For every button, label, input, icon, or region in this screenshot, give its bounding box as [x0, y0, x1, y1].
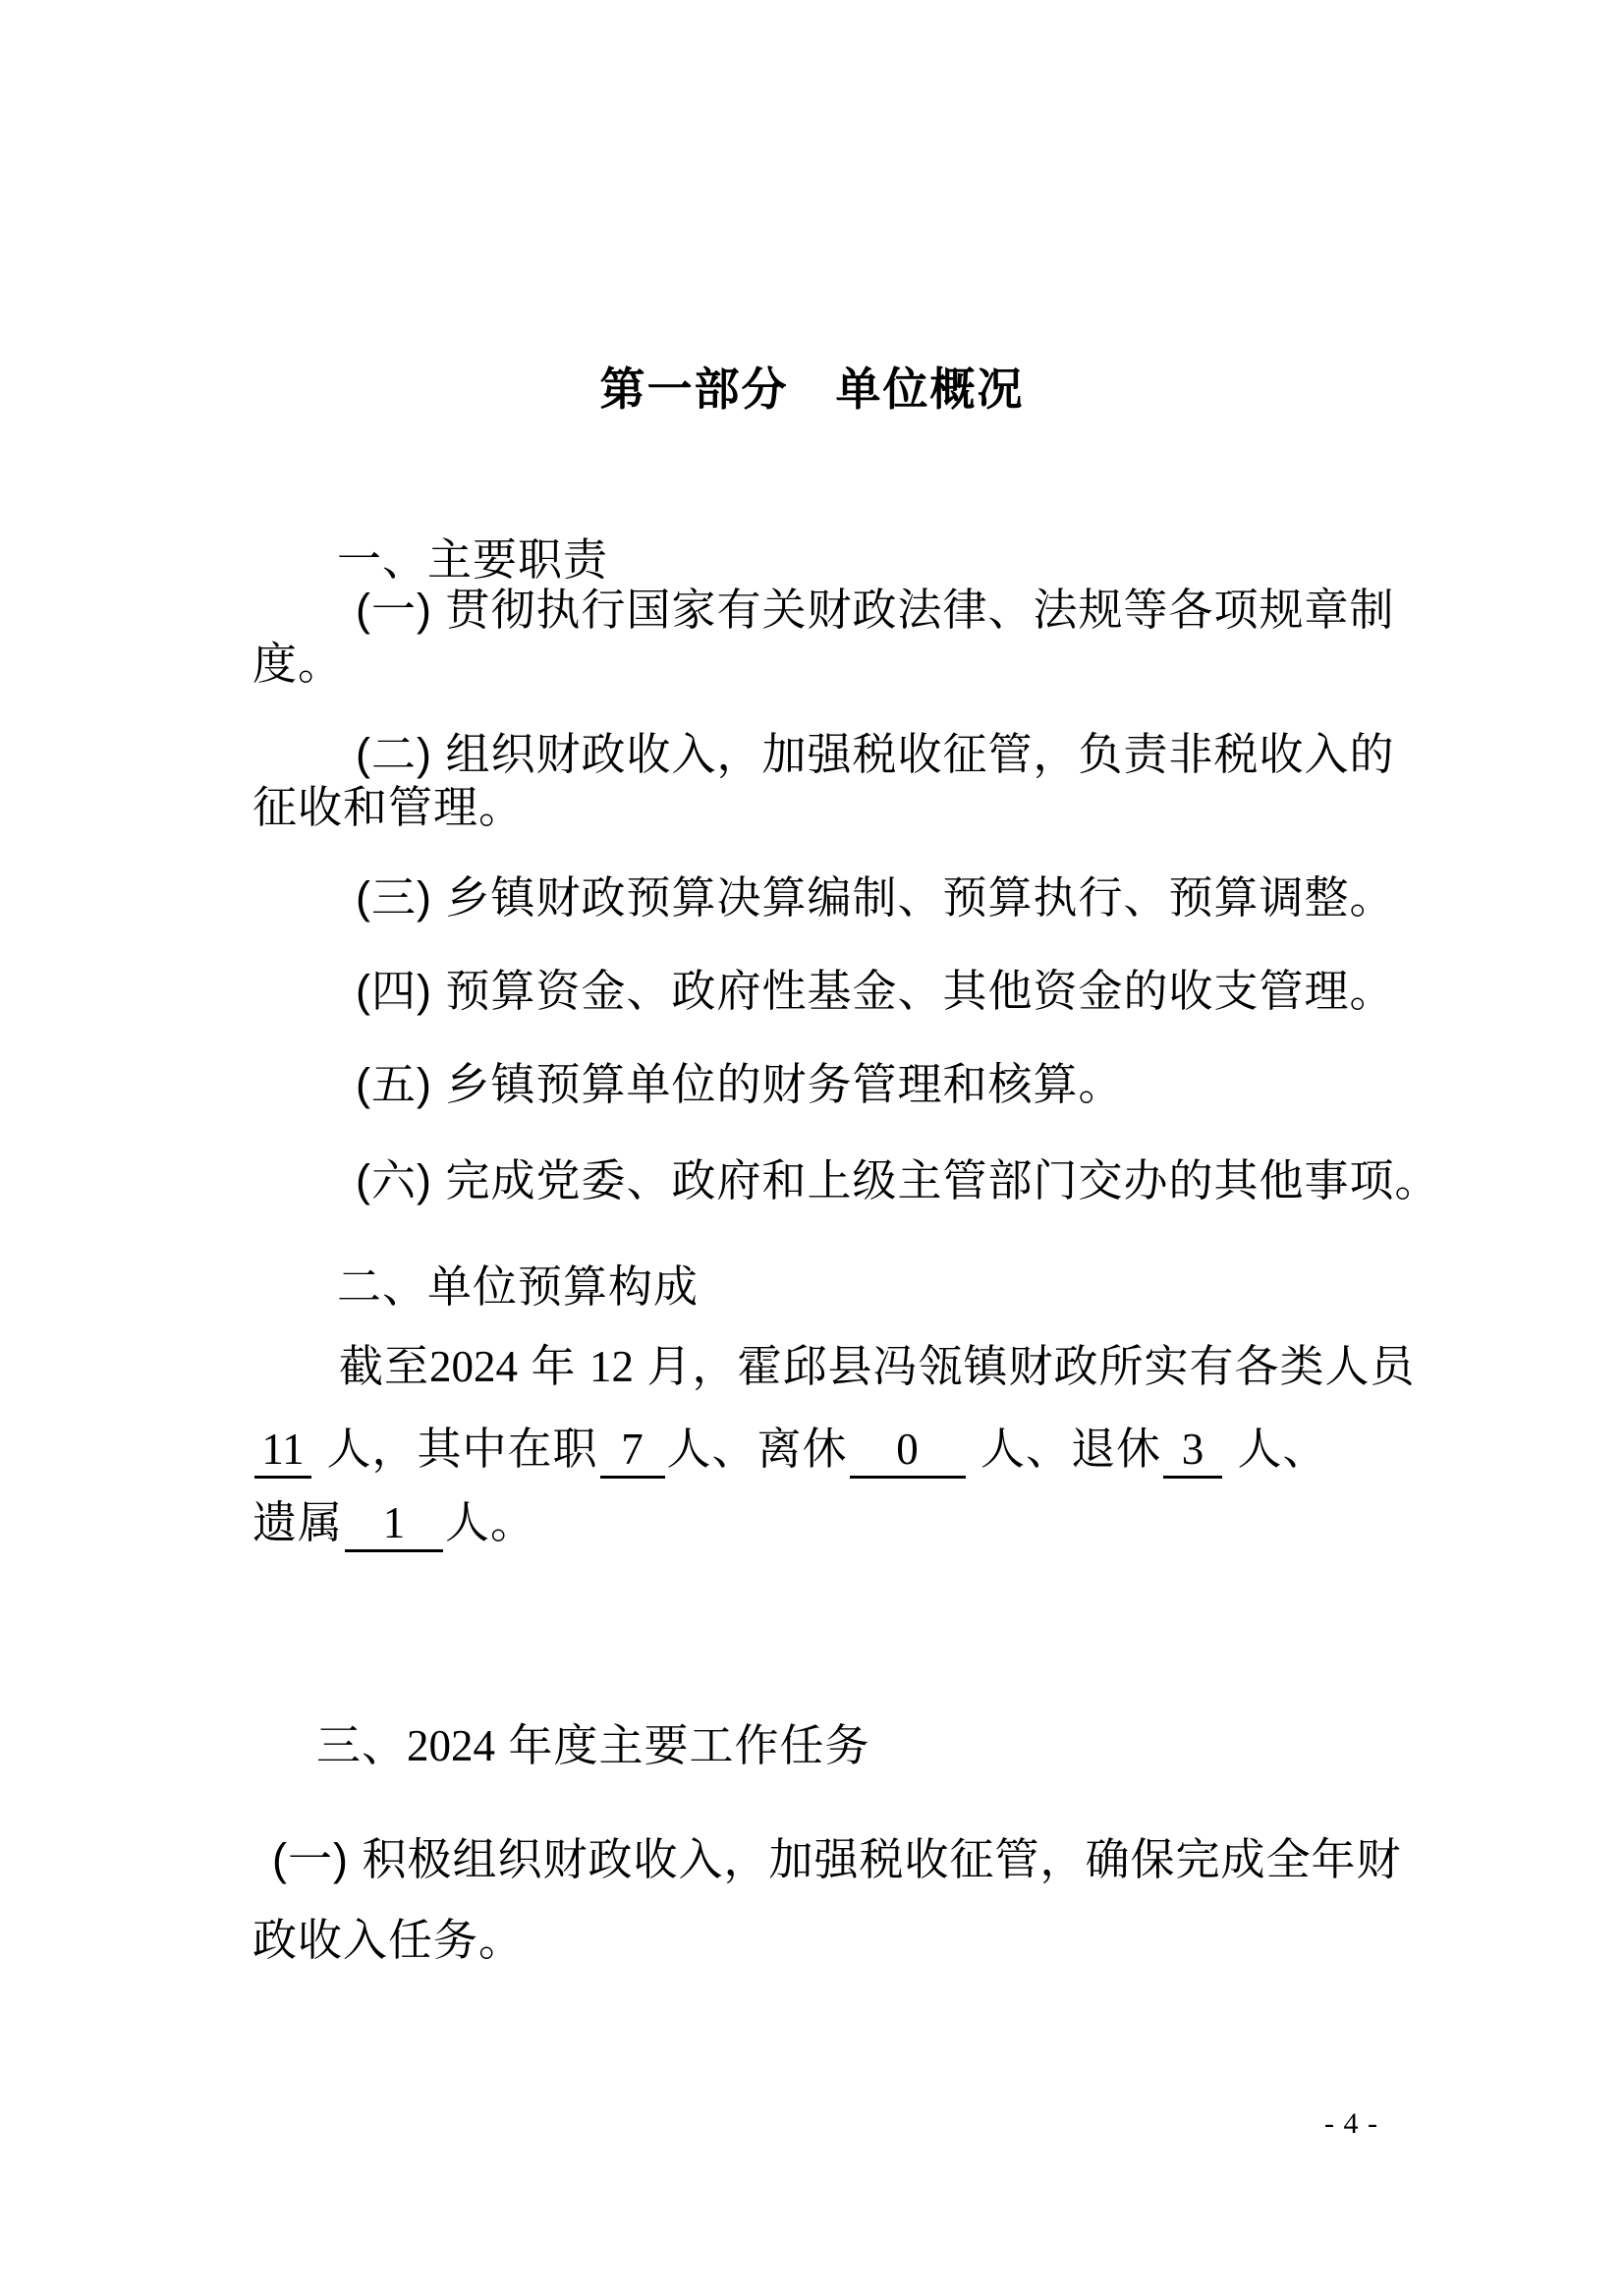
section3-heading-suffix: 年度主要工作任务 [495, 1720, 870, 1770]
staff-line2-seg4: 人、 [1224, 1424, 1328, 1474]
staff-retired-blank: 3 [1163, 1423, 1222, 1479]
staff-active-blank: 7 [600, 1423, 665, 1479]
staff-line2-seg1: 人，其中在职 [313, 1424, 598, 1474]
staff-line1-mid: 年 [518, 1341, 590, 1391]
page-title: 第一部分 单位概况 [599, 364, 1025, 415]
staff-paragraph-line-1 [339, 1340, 1416, 1393]
duty-item-1-line-2: 度。 [252, 639, 344, 689]
section1-heading: 一、主要职责 [337, 534, 609, 585]
section3-heading [316, 1719, 870, 1772]
staff-survivor-blank: 1 [345, 1496, 443, 1552]
staff-month-value: 12 [589, 1342, 635, 1391]
staff-paragraph-line-2 [252, 1423, 1328, 1479]
section3-heading-year: 2024 [407, 1721, 496, 1770]
staff-total-blank: 11 [254, 1423, 311, 1479]
staff-year-value: 2024 [429, 1342, 519, 1391]
task-item-1-line-1: (一) 积极组织财政收入，加强税收征管，确保完成全年财 [272, 1834, 1402, 1884]
staff-line2-seg2: 人、离休 [666, 1424, 848, 1474]
duty-item-6: (六) 完成党委、政府和上级主管部门交办的其他事项。 [356, 1155, 1440, 1205]
duty-item-2-line-2: 征收和管理。 [252, 782, 525, 832]
staff-line1-suffix: 月，霍邱县冯瓴镇财政所实有各类人员 [634, 1341, 1416, 1391]
staff-line3-seg1: 遗属 [252, 1497, 344, 1547]
duty-item-4: (四) 预算资金、政府性基金、其他资金的收支管理。 [356, 966, 1395, 1016]
staff-line2-seg3: 人、退休 [967, 1424, 1162, 1474]
section3-heading-prefix: 三、 [316, 1720, 408, 1770]
duty-item-5: (五) 乡镇预算单位的财务管理和核算。 [356, 1059, 1124, 1109]
duty-item-2-line-1: (二) 组织财政收入，加强税收征管，负责非税收入的 [356, 729, 1395, 779]
page-number: - 4 - [1324, 2107, 1378, 2140]
task-item-1-line-2: 政收入任务。 [252, 1915, 525, 1965]
staff-line3-seg2: 人。 [445, 1497, 536, 1547]
duty-item-1-line-1: (一) 贯彻执行国家有关财政法律、法规等各项规章制 [356, 585, 1395, 635]
duty-item-3: (三) 乡镇财政预算决算编制、预算执行、预算调整。 [356, 872, 1395, 923]
staff-lixiu-blank: 0 [850, 1423, 966, 1479]
staff-line1-prefix: 截至 [339, 1341, 430, 1391]
section2-heading: 二、单位预算构成 [337, 1261, 700, 1312]
staff-paragraph-line-3 [252, 1496, 535, 1552]
